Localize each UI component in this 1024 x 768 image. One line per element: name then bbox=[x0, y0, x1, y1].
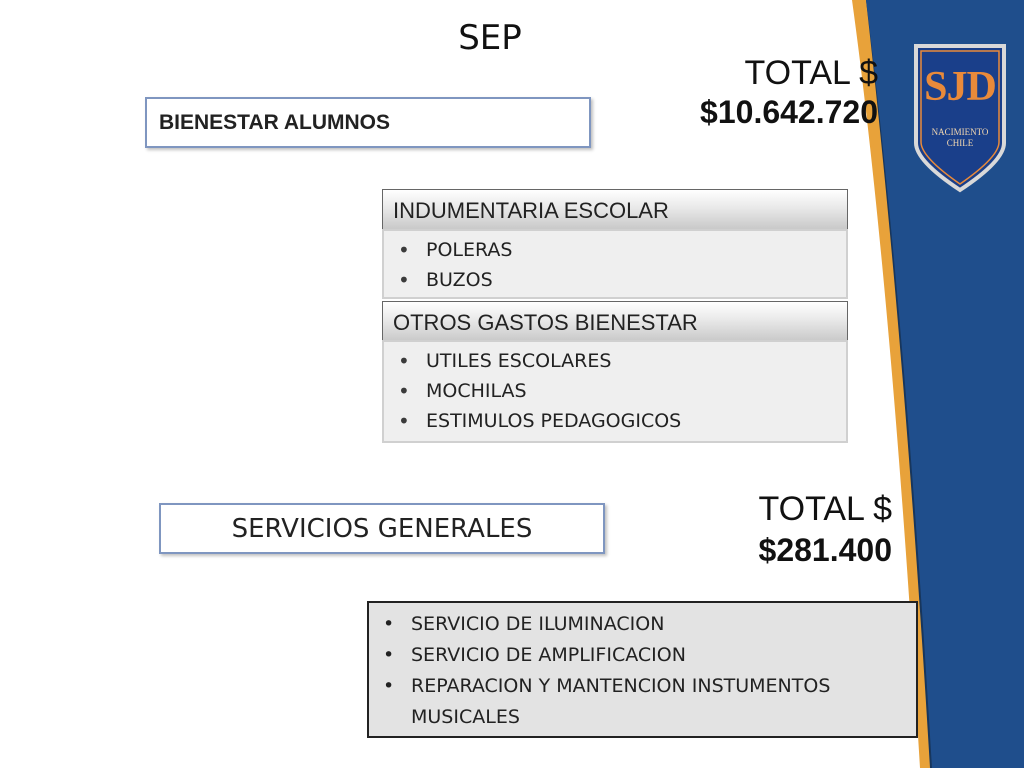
bienestar-total-amount: $10.642.720 bbox=[700, 94, 878, 130]
list-item: • REPARACION Y MANTENCION INSTUMENTOS MUSICALES bbox=[411, 671, 906, 733]
servicios-total-amount: $281.400 bbox=[758, 532, 892, 568]
category-header-otros-gastos: OTROS GASTOS BIENESTAR bbox=[382, 301, 848, 341]
bienestar-total-label: TOTAL $ bbox=[744, 54, 878, 92]
logo-subtitle bbox=[913, 127, 1007, 149]
logo-subtitle-line1: NACIMIENTO bbox=[931, 127, 989, 137]
logo-subtitle-line2: CHILE bbox=[946, 138, 974, 148]
services-list bbox=[367, 601, 918, 738]
logo-title: SJD bbox=[924, 64, 996, 110]
section-label-servicios bbox=[159, 503, 605, 554]
list-item: • MOCHILAS bbox=[426, 376, 846, 406]
list-item: • UTILES ESCOLARES bbox=[426, 346, 846, 376]
servicios-total-label: TOTAL $ bbox=[758, 490, 892, 528]
list-item: • SERVICIO DE ILUMINACION bbox=[411, 609, 906, 640]
section-label-servicios-text: SERVICIOS GENERALES bbox=[231, 513, 533, 544]
list-item: • BUZOS bbox=[426, 265, 846, 295]
section-label-bienestar bbox=[145, 97, 591, 148]
category-header-indumentaria: INDUMENTARIA ESCOLAR bbox=[382, 189, 848, 229]
page-title: SEP bbox=[458, 18, 522, 58]
section-label-bienestar-text: BIENESTAR ALUMNOS bbox=[159, 110, 390, 134]
school-logo bbox=[913, 43, 1007, 193]
list-item: • POLERAS bbox=[426, 235, 846, 265]
list-item: • SERVICIO DE AMPLIFICACION bbox=[411, 640, 906, 671]
list-item: • ESTIMULOS PEDAGOGICOS bbox=[426, 406, 846, 436]
category-list-otros-gastos bbox=[382, 340, 848, 443]
category-list-indumentaria bbox=[382, 229, 848, 299]
